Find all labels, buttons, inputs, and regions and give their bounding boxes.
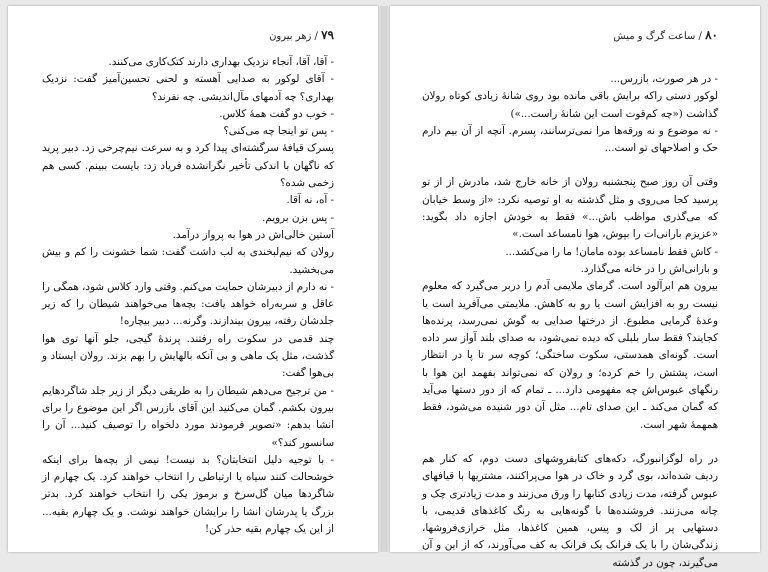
paragraph: و بارانی‌اش را در خانه می‌گذارد. (580, 262, 718, 275)
paragraph: - من ترجیح می‌دهم شیطان را به طریقی دیگر از زیر جلد شاگردهایم بیرون بکشم. گمان می‌کنید این آقای بازرس اگر این موضوع را برای انشا بدهم: «تصویر فرمودند مورد دلخواه را توصیف کنید... آن را سانسور کند؟» (42, 384, 334, 449)
right-page-header (613, 28, 718, 42)
paragraph: - نه دارم از دبیرشان حمایت می‌کنم. وقتی وارد کلاس شود، همگی را عاقل و سربه‌راه خواهد یافت: بچه‌ها می‌خواهند شیطان را که زیر جلدشان رفته، بیرون بیندازند. وگرنه... دبیر بیچاره! (42, 280, 334, 328)
left-running-head: زهر بیرون (269, 31, 312, 42)
left-page-header (269, 28, 334, 42)
book-gutter (380, 6, 388, 552)
left-page (8, 6, 378, 552)
paragraph: - با توجیه دلیل انتخابتان؟ بد نیست! نیمی از بچه‌ها برای اینکه خوشحالت کنند سیاه یا ارتباطی را انتخاب خواهند کرد. یک چهارم از شاگردها میان گل‌سرخ و برموز یکی را انتخاب خواهند کرد. بدتر بزرگ یا پدرشان انشا را برایشان خواهند نوشت. و یک چهارم بقیه... از این یک چهارم بقیه حذر کن! (42, 453, 334, 536)
paragraph: - کاش فقط نامساعد بوده مامان! ما را می‌کشد... (505, 245, 718, 258)
spacer (422, 54, 718, 71)
paragraph: رولان که نیم‌لبخندی به لب داشت گفت: شما خشونت را کم و بیش می‌بخشید. (42, 246, 334, 276)
paragraph: در راه لوگزانبورگ، دکه‌های کتابفروشهای دست دوم، که کنار هم ردیف شده‌اند، بوی گرد و خاک در هوا می‌پراکنند، مشتریها با قیافهای عبوس گرفته، مدت زیادی کتابها را ورق می‌زنند و مدت زیادتری چک و چانه می‌زنند. فروشنده‌ها با گونه‌هایی به رنگ کاغذهای قدیمی، با دستهایی پر از لک و پیس، همین کاغذها، مثل خرازی‌فروشها، زندگی‌شان را با یک فرانک یک فرانک به کف می‌آورند، که از این و آن می‌گیرند، چون در گذشته (422, 452, 718, 569)
left-page-number: ۷۹ (321, 28, 334, 42)
right-running-head: ساعت گرگ و میش (613, 31, 696, 42)
right-page (390, 6, 760, 569)
paragraph: - آقای لوکور به صدایی آهسته و لحنی تحسین‌آمیز گفت: نزدیک بهداری؟ چه آدمهای مآل‌اندیشی. چه نفرند؟ (42, 73, 334, 103)
paragraph: آستین خالی‌اش در هوا به پرواز درآمد. (172, 228, 334, 241)
right-page-number: ۸۰ (705, 28, 718, 42)
paragraph: - نه موضوع و نه ورقه‌ها مرا نمی‌ترسانند، پسرم. آنچه از آن بیم دارم حک و اصلاحهای تو است... (422, 124, 718, 155)
paragraph: - در هر صورت، بازرس... (610, 73, 718, 85)
paragraph: - پس بزن برویم. (262, 211, 334, 224)
paragraph: - خوب دو گفت همهٔ کلاس. (219, 107, 334, 120)
paragraph: لوکور دستی راکه برایش باقی مانده بود روی شانهٔ زیادی کوتاه رولان گذاشت («چه کم‌قوت است این شانهٔ راست...») (422, 90, 718, 120)
right-page-body (422, 54, 718, 572)
left-header-separator: / (311, 31, 318, 42)
paragraph: - آه، نه آقا. (286, 194, 334, 207)
section-break (422, 157, 718, 174)
paragraph: پسرک قیافهٔ سرگشته‌ای پیدا کرد و به سرعت نیم‌چرخی زد. دبیر پرید که ناگهان با اندکی تأخیر نگرانشده فریاد زد: بایست ببینم. کسی هم زخمی شده؟ (42, 142, 334, 190)
paragraph: - پس تو اینجا چه می‌کنی؟ (223, 125, 334, 138)
paragraph: چند قدمی در سکوت راه رفتند. پرندهٔ گیجی، جلو آنها توی هوا گذشت، مثل یک ماهی و بی آنکه بالهایش را بهم بزند. رولان ایستاد و بی‌هوا گفت: (42, 332, 334, 380)
paragraph: بیرون هم ابرآلود است. گرمای ملایمی آدم را دربر می‌گیرد که معلوم نیست رو به افزایش است یا رو به کاهش. ملایمتی می‌آفرید است یا وعدهٔ گرمایی مطبوع. از درختها صدایی به گوش نمی‌رسد، پرنده‌ها کجایند؟ فقط سار بلبلی که دیده نمی‌شود، به صدای بلند آواز سر داده است. گونه‌ای همدستی، سکوت ساختگی؛ کوچه سر تا پا در انتظار است، پشتش را خم کرده؛ و رولان که نمی‌تواند بفهمد این هوا با رنگهای عبوس‌اش چه مفهومی دارد... ـ تمام که از دور دستها می‌آید که گمان می‌کند ـ این صدای تام... مثل آن دور شنیده می‌شود، فقط همهمهٔ شهر است. (422, 280, 718, 431)
paragraph: وقتی آن روز صبح پنجشنبه رولان از خانه خارج شد، مادرش از از تو پرسید کجا می‌روی و مثل گذشته به او توصیه نکرد: «از وسط خیابان که می‌گذری مواظب باش...» فقط به خودش اجازه داد بگوید: «عزیزم بارانی‌ات را بپوش، هوا نامساعد است.» (422, 176, 718, 241)
left-page-body (42, 54, 334, 538)
paragraph: - آقا، آقا، آنجاء نزدیک بهداری دارند کتک‌کاری می‌کنند. (108, 56, 334, 68)
right-header-separator: / (695, 31, 702, 42)
section-break (422, 434, 718, 451)
